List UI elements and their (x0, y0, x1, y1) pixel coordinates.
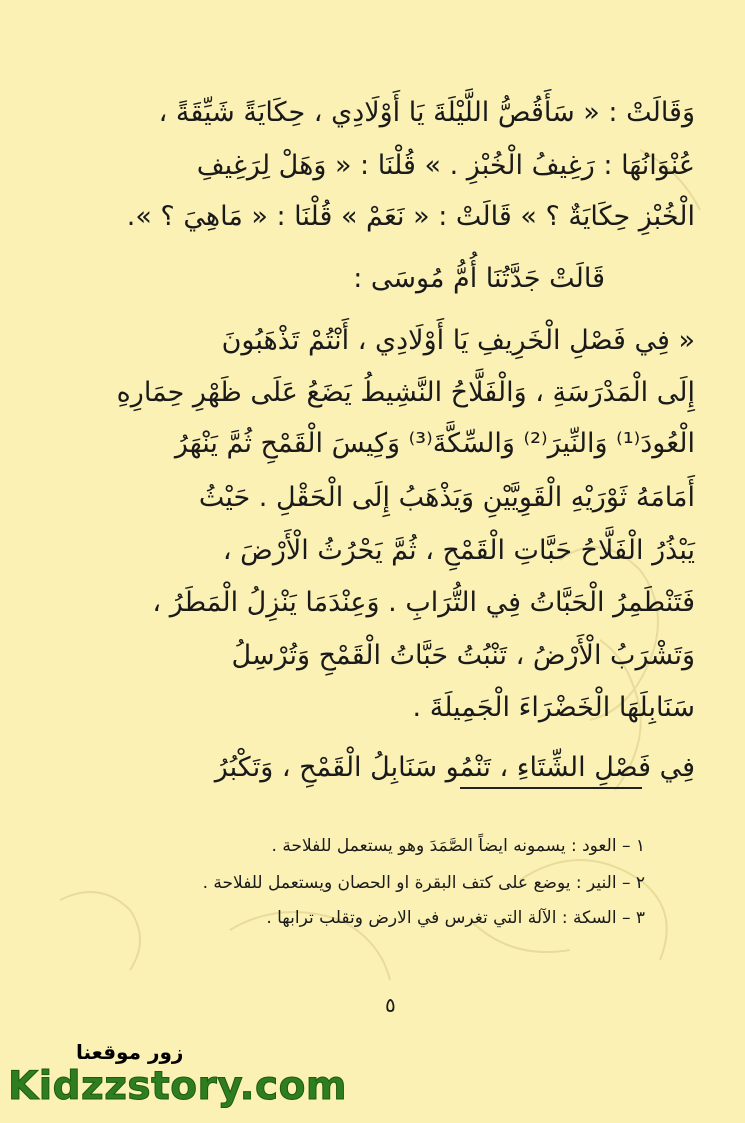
footnote-1: ١ – العود : يسمونه ايضاً الصَّمَدَ وهو يستعمل للفلاحة . (271, 836, 645, 856)
watermark-visit-text: زور موقعنا (76, 1040, 184, 1064)
text-line: فَتَنْطَمِرُ الْحَبَّاتُ فِي التُّرَابِ . وَعِنْدَمَا يَنْزِلُ الْمَطَرُ ، (152, 587, 695, 618)
page-number: ٥ (385, 993, 396, 1017)
text-line: « فِي فَصْلِ الْخَرِيفِ يَا أَوْلَادِي ، أَنْتُمْ تَذْهَبُونَ (221, 325, 695, 356)
text-line: سَنَابِلَهَا الْخَضْرَاءَ الْجَمِيلَةَ . (412, 692, 695, 723)
text-line: عُنْوَانُهَا : رَغِيفُ الْخُبْزِ . » قُلْنَا : « وَهَلْ لِرَغِيفِ (196, 150, 695, 181)
text-line: الْخُبْزِ حِكَايَةٌ ؟ » قَالَتْ : « نَعَمْ » قُلْنَا : « مَاهِيَ ؟ ». (126, 201, 695, 232)
text-line: إِلَى الْمَدْرَسَةِ ، وَالْفَلَّاحُ النَّشِيطُ يَضَعُ عَلَى ظَهْرِ حِمَارِهِ (116, 377, 695, 408)
text-line: قَالَتْ جَدَّتُنَا أُمُّ مُوسَى : (353, 263, 605, 294)
text-line: أَمَامَهُ ثَوْرَيْهِ الْقَوِيَّيْنِ وَيَذْهَبُ إِلَى الْحَقْلِ . حَيْثُ (198, 482, 695, 513)
text-line: وَتَشْرَبُ الْأَرْضُ ، تَنْبُتُ حَبَّاتُ الْقَمْحِ وَتُرْسِلُ (231, 640, 695, 671)
footnote-2: ٢ – النير : يوضع على كتف البقرة او الحصان ويستعمل للفلاحة . (202, 873, 645, 893)
footnotes (100, 0, 645, 940)
text-line: فِي فَصْلِ الشِّتَاءِ ، تَنْمُو سَنَابِلُ الْقَمْحِ ، وَتَكْبُرُ (214, 752, 695, 783)
text-line: وَقَالَتْ : « سَأَقُصُّ اللَّيْلَةَ يَا أَوْلَادِي ، حِكَايَةً شَيِّقَةً ، (158, 97, 695, 128)
watermark-brand-logo: Kidzzstory.com (8, 1064, 347, 1109)
text-line: يَبْذُرُ الْفَلَّاحُ حَبَّاتِ الْقَمْحِ ، ثُمَّ يَحْرُثُ الْأَرْضَ ، (222, 535, 695, 566)
text-line: الْعُودَ⁽¹⁾ وَالنِّيرَ⁽²⁾ وَالسِّكَّةَ⁽³⁾ وَكِيسَ الْقَمْحِ ثُمَّ يَنْهَرُ (174, 428, 695, 459)
footnote-3: ٣ – السكة : الآلة التي تغرس في الارض وتقلب ترابها . (266, 908, 645, 928)
